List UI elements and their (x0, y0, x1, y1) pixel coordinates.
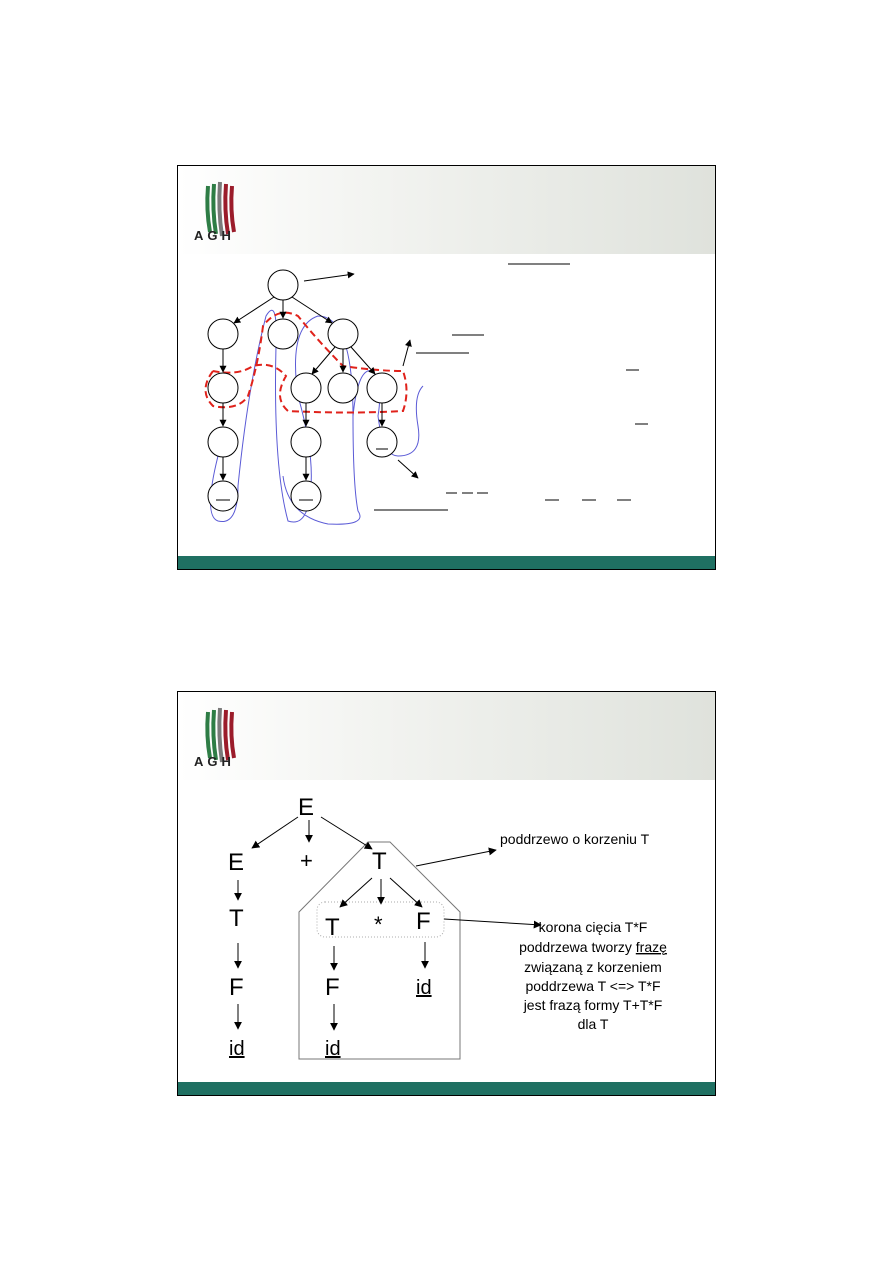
node-plus: + (300, 848, 313, 873)
slide-1 (177, 165, 716, 570)
parse-tree (178, 692, 716, 1096)
phrase-line-2: poddrzewa tworzy frazę (519, 939, 667, 955)
phrase-line-3: związaną z korzeniem (524, 959, 662, 975)
phrase-line-1: korona cięcia T*F (538, 919, 648, 935)
node-id-right: id (416, 977, 432, 999)
node-t-inner: T (325, 914, 340, 941)
slide-footer (178, 1082, 715, 1095)
node-f-inner: F (416, 908, 431, 935)
logo-text: AGH (194, 228, 235, 243)
phrase-line-4: poddrzewa T <=> T*F (525, 978, 661, 994)
phrase-line-6: dla T (577, 1016, 609, 1032)
phrase-description (519, 919, 667, 1032)
node-id-inner: id (325, 1038, 341, 1060)
phrase-line-5: jest frazą formy T+T*F (523, 997, 663, 1013)
slide-footer (178, 556, 715, 569)
node-e-left: E (228, 849, 245, 876)
node-f-left: F (229, 974, 244, 1001)
label-subtree: poddrzewo o korzeniu T (500, 831, 650, 847)
node-star: * (374, 912, 383, 937)
node-t-right: T (372, 848, 387, 875)
node-f-inner-child: F (325, 974, 340, 1001)
slide-2 (177, 691, 716, 1096)
node-t-left: T (229, 905, 244, 932)
logo-text: AGH (194, 754, 235, 769)
node-e-root: E (298, 794, 315, 821)
tree-diagram (178, 166, 716, 570)
node-id-left: id (229, 1038, 245, 1060)
